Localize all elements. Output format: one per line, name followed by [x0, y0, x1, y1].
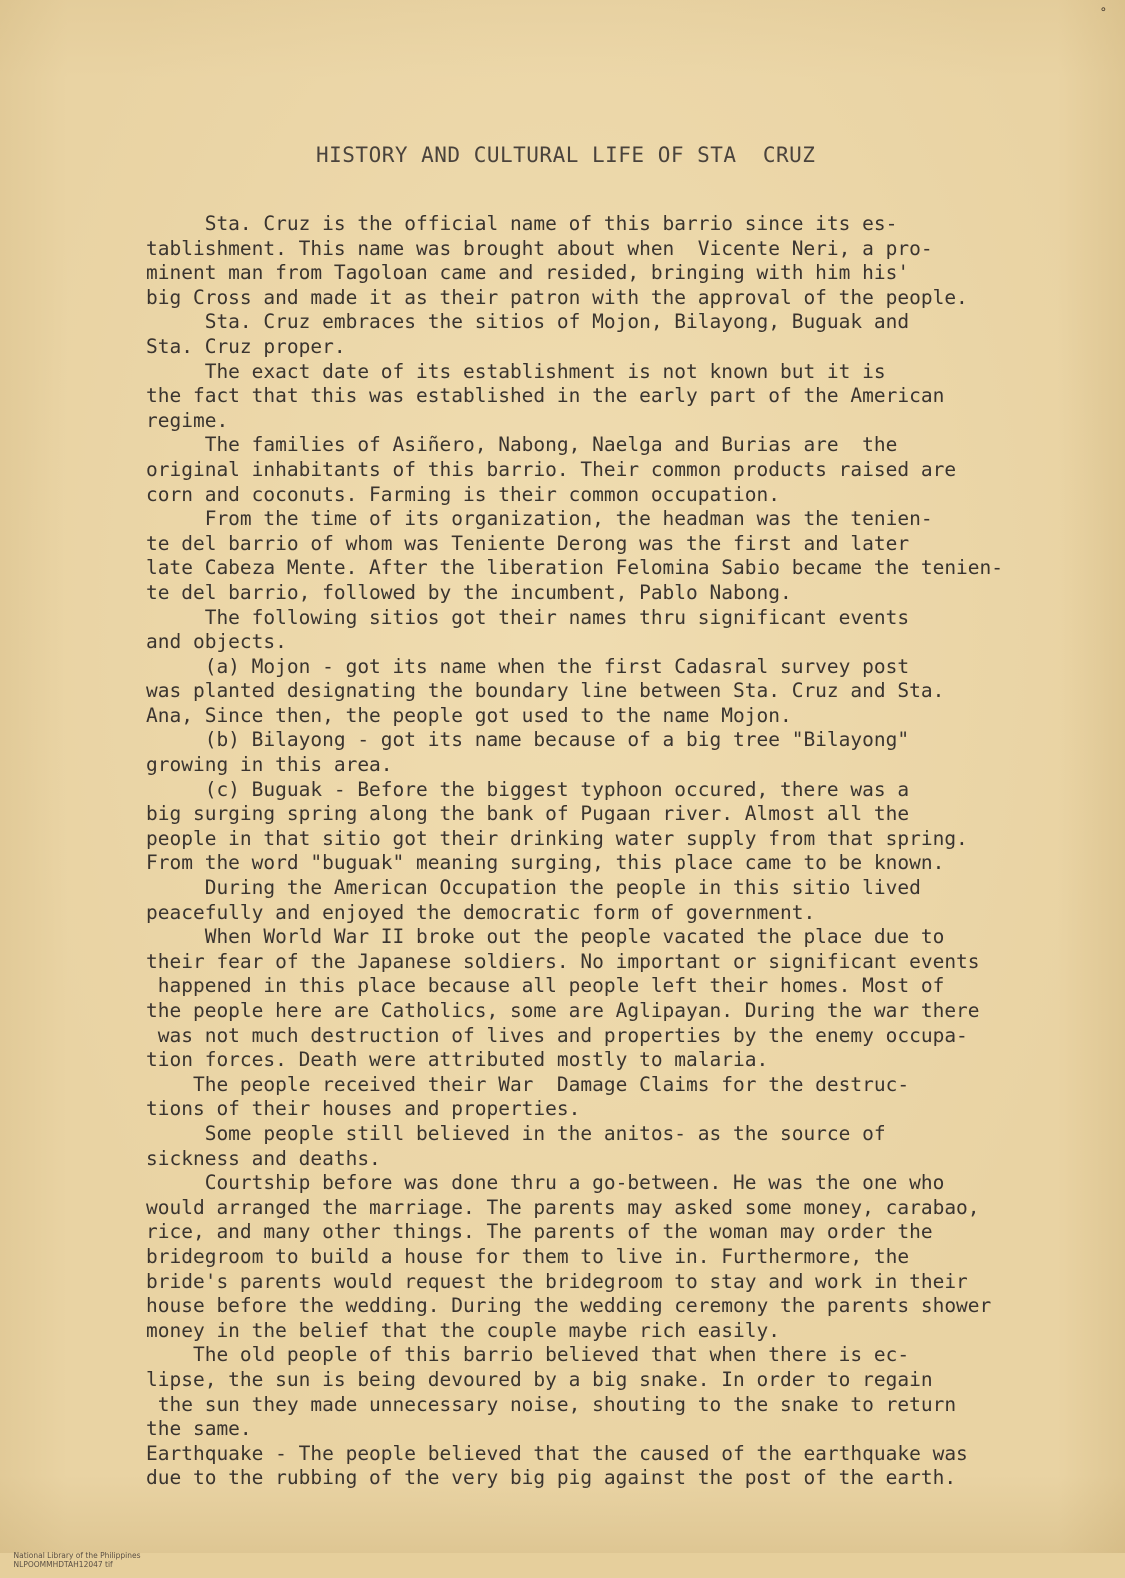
text-line: The exact date of its establishment is not known but it is: [146, 359, 886, 383]
text-line: During the American Occupation the people in this sitio lived: [146, 876, 921, 900]
text-line: was not much destruction of lives and properties by the enemy occupa-: [146, 1023, 968, 1047]
footer-file-id: NLPOOMMHDTAH12047 tif: [13, 1560, 113, 1569]
text-line: lipse, the sun is being devoured by a big snake. In order to regain: [146, 1367, 933, 1391]
text-line: The people received their War Damage Claims for the destruc-: [146, 1072, 910, 1096]
text-line: late Cabeza Mente. After the liberation Felomina Sabio became the tenien-: [146, 556, 1004, 580]
text-line: sickness and deaths.: [146, 1146, 381, 1170]
text-line: minent man from Tagoloan came and resided, bringing with him his': [146, 261, 910, 285]
scan-footer: [4, 1542, 171, 1578]
text-line: The families of Asiñero, Nabong, Naelga and Burias are the: [146, 433, 898, 457]
text-line: house before the wedding. During the wedding ceremony the parents shower: [146, 1294, 992, 1318]
text-line: bride's parents would request the bridegroom to stay and work in their: [146, 1269, 968, 1293]
text-line: Sta. Cruz embraces the sitios of Mojon, Bilayong, Buguak and: [146, 310, 910, 334]
text-line: due to the rubbing of the very big pig against the post of the earth.: [146, 1466, 957, 1490]
text-line: the sun they made unnecessary noise, shouting to the snake to return: [146, 1392, 957, 1416]
text-line: (b) Bilayong - got its name because of a big tree "Bilayong": [146, 728, 910, 752]
page-title: HISTORY AND CULTURAL LIFE OF STA CRUZ: [316, 143, 816, 167]
text-line: was planted designating the boundary line between Sta. Cruz and Sta.: [146, 679, 945, 703]
text-line: The old people of this barrio believed that when there is ec-: [146, 1343, 910, 1367]
text-line: te del barrio of whom was Teniente Derong was the first and later: [146, 531, 910, 555]
text-line: their fear of the Japanese soldiers. No important or significant events: [146, 949, 980, 973]
text-line: When World War II broke out the people vacated the place due to: [146, 925, 945, 949]
text-line: original inhabitants of this barrio. Their common products raised are: [146, 457, 957, 481]
text-line: rice, and many other things. The parents of the woman may order the: [146, 1220, 933, 1244]
text-line: tablishment. This name was brought about when Vicente Neri, a pro-: [146, 236, 933, 260]
text-line: corn and coconuts. Farming is their common occupation.: [146, 482, 780, 506]
text-line: big Cross and made it as their patron with the approval of the people.: [146, 285, 968, 309]
corner-mark: ∘: [1099, 2, 1107, 16]
text-line: Some people still believed in the anitos- as the source of: [146, 1121, 886, 1145]
text-line: From the time of its organization, the headman was the tenien-: [146, 507, 933, 531]
text-line: big surging spring along the bank of Pugaan river. Almost all the: [146, 802, 910, 826]
text-line: bridegroom to build a house for them to live in. Furthermore, the: [146, 1244, 910, 1268]
text-line: peacefully and enjoyed the democratic form of government.: [146, 900, 816, 924]
text-line: Sta. Cruz proper.: [146, 334, 346, 358]
body-text: [146, 212, 1046, 1491]
text-line: From the word "buguak" meaning surging, this place came to be known.: [146, 851, 945, 875]
text-line: Ana, Since then, the people got used to the name Mojon.: [146, 703, 792, 727]
text-line: (c) Buguak - Before the biggest typhoon occured, there was a: [146, 777, 910, 801]
text-line: people in that sitio got their drinking water supply from that spring.: [146, 826, 968, 850]
text-line: would arranged the marriage. The parents may asked some money, carabao,: [146, 1195, 980, 1219]
text-line: Sta. Cruz is the official name of this barrio since its es-: [146, 212, 898, 235]
footer-library: National Library of the Philippines: [13, 1551, 141, 1560]
text-line: Earthquake - The people believed that the caused of the earthquake was: [146, 1441, 968, 1465]
text-line: tion forces. Death were attributed mostly to malaria.: [146, 1048, 769, 1072]
text-line: money in the belief that the couple maybe rich easily.: [146, 1318, 780, 1342]
text-line: the same.: [146, 1417, 252, 1441]
text-line: regime.: [146, 408, 229, 432]
text-line: The following sitios got their names thru significant events: [146, 605, 910, 629]
text-line: tions of their houses and properties.: [146, 1097, 581, 1121]
text-line: happened in this place because all people left their homes. Most of: [146, 974, 945, 998]
text-line: (a) Mojon - got its name when the first Cadasral survey post: [146, 654, 910, 678]
text-line: and objects.: [146, 630, 287, 654]
text-line: the people here are Catholics, some are Aglipayan. During the war there: [146, 999, 980, 1022]
text-line: Courtship before was done thru a go-between. He was the one who: [146, 1171, 945, 1195]
text-line: te del barrio, followed by the incumbent, Pablo Nabong.: [146, 580, 792, 604]
text-line: growing in this area.: [146, 753, 393, 777]
text-line: the fact that this was established in the early part of the American: [146, 384, 945, 408]
